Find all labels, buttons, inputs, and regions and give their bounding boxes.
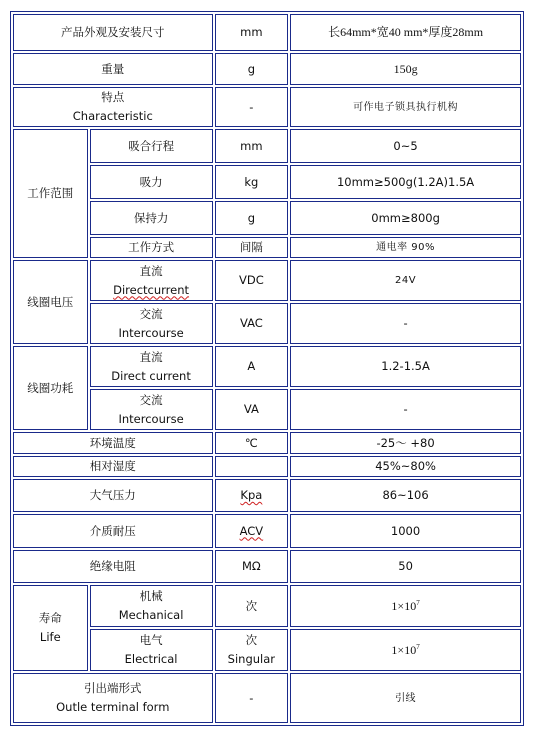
humidity-value: 45%~80% [290,456,521,477]
temp-value: -25～ +80 [290,432,521,454]
suction-value: 10mm≥500g(1.2A)1.5A [290,165,521,199]
dielectric-value: 1000 [290,514,521,548]
life-mech-value-base: 1×10 [391,598,417,613]
life-elec-unit-cn: 次 [245,633,258,647]
voltage-ac-label-en: Intercourse [118,325,184,340]
suction-unit: kg [215,165,289,199]
life-group [13,585,88,671]
table-row [13,303,521,344]
weight-value: 150g [290,53,521,85]
table-row [13,53,521,85]
dielectric-label: 介质耐压 [13,514,213,548]
terminal-label [13,673,213,723]
temp-label: 环境温度 [13,432,213,454]
voltage-dc-label-cn: 直流 [139,263,163,278]
table-row [13,237,521,258]
terminal-label-en: Outle terminal form [56,700,170,714]
voltage-dc-unit: VDC [215,260,289,301]
life-mech-label-en: Mechanical [118,608,184,622]
power-ac-label-cn: 交流 [139,392,163,407]
table-row [13,165,521,199]
life-mech-value [290,585,521,627]
spec-table [10,11,524,726]
life-elec-label-cn: 电气 [139,633,163,647]
size-value: 长64mm*宽40 mm*厚度28mm [290,14,521,51]
table-row [13,514,521,548]
table-row [13,479,521,512]
power-dc-label-cn: 直流 [139,349,163,364]
humidity-label: 相对湿度 [13,456,213,477]
feature-label-en: Characteristic [72,109,153,123]
table-row [13,346,521,387]
table-row [13,389,521,430]
voltage-ac-unit: VAC [215,303,289,344]
power-dc-value: 1.2-1.5A [290,346,521,387]
holding-label: 保持力 [90,201,213,235]
power-ac-value: - [290,389,521,430]
size-label: 产品外观及安装尺寸 [13,14,213,51]
feature-value: 可作电子锁具执行机构 [290,87,521,127]
insulation-unit: MΩ [215,550,289,583]
insulation-label: 绝缘电阻 [13,550,213,583]
table-row [13,14,521,51]
work-range-group: 工作范围 [13,129,88,258]
weight-label: 重量 [13,53,213,85]
voltage-dc-label [90,260,213,301]
life-elec-value-base: 1×10 [391,642,417,657]
power-dc-label [90,346,213,387]
table-row [13,129,521,163]
table-row [13,87,521,127]
dielectric-unit: ACV [215,514,289,548]
table-row [13,432,521,454]
power-ac-unit: VA [215,389,289,430]
terminal-label-cn: 引出端形式 [84,681,142,695]
holding-value: 0mm≥800g [290,201,521,235]
pressure-label: 大气压力 [13,479,213,512]
life-mech-value-exp: 7 [416,598,420,607]
insulation-value: 50 [290,550,521,583]
humidity-unit [215,456,289,477]
weight-unit: g [215,53,289,85]
table-row [13,201,521,235]
stroke-value: 0~5 [290,129,521,163]
life-group-cn: 寿命 [38,611,62,625]
voltage-ac-label [90,303,213,344]
mode-unit: 间隔 [215,237,289,258]
life-mech-label-cn: 机械 [139,589,163,603]
power-ac-label [90,389,213,430]
voltage-dc-value: 24V [290,260,521,301]
table-row [13,550,521,583]
power-dc-label-en: Direct current [111,368,191,383]
table-row [13,260,521,301]
life-elec-value-exp: 7 [416,642,420,651]
life-elec-label [90,629,213,671]
suction-label: 吸力 [90,165,213,199]
power-ac-label-en: Intercourse [118,411,184,426]
terminal-value: 引线 [290,673,521,723]
table-row [13,673,521,723]
feature-label-cn: 特点 [101,90,125,104]
pressure-unit: Kpa [215,479,289,512]
pressure-value: 86~106 [290,479,521,512]
voltage-ac-value: - [290,303,521,344]
life-elec-value [290,629,521,671]
life-group-en: Life [39,630,61,644]
power-dc-unit: A [215,346,289,387]
coil-voltage-group: 线圈电压 [13,260,88,344]
coil-power-group: 线圈功耗 [13,346,88,430]
table-row [13,456,521,477]
stroke-label: 吸合行程 [90,129,213,163]
feature-label [13,87,213,127]
terminal-unit: - [215,673,289,723]
holding-unit: g [215,201,289,235]
life-elec-unit-en: Singular [227,652,276,666]
life-mech-unit: 次 [215,585,289,627]
table-row [13,629,521,671]
voltage-dc-label-en: Directcurrent [113,282,190,297]
feature-unit: - [215,87,289,127]
temp-unit: ℃ [215,432,289,454]
table-row [13,585,521,627]
life-elec-label-en: Electrical [124,652,178,666]
mode-label: 工作方式 [90,237,213,258]
life-mech-label [90,585,213,627]
mode-value: 通电率 90% [290,237,521,258]
voltage-ac-label-cn: 交流 [139,306,163,321]
life-elec-unit [215,629,289,671]
size-unit: mm [215,14,289,51]
stroke-unit: mm [215,129,289,163]
